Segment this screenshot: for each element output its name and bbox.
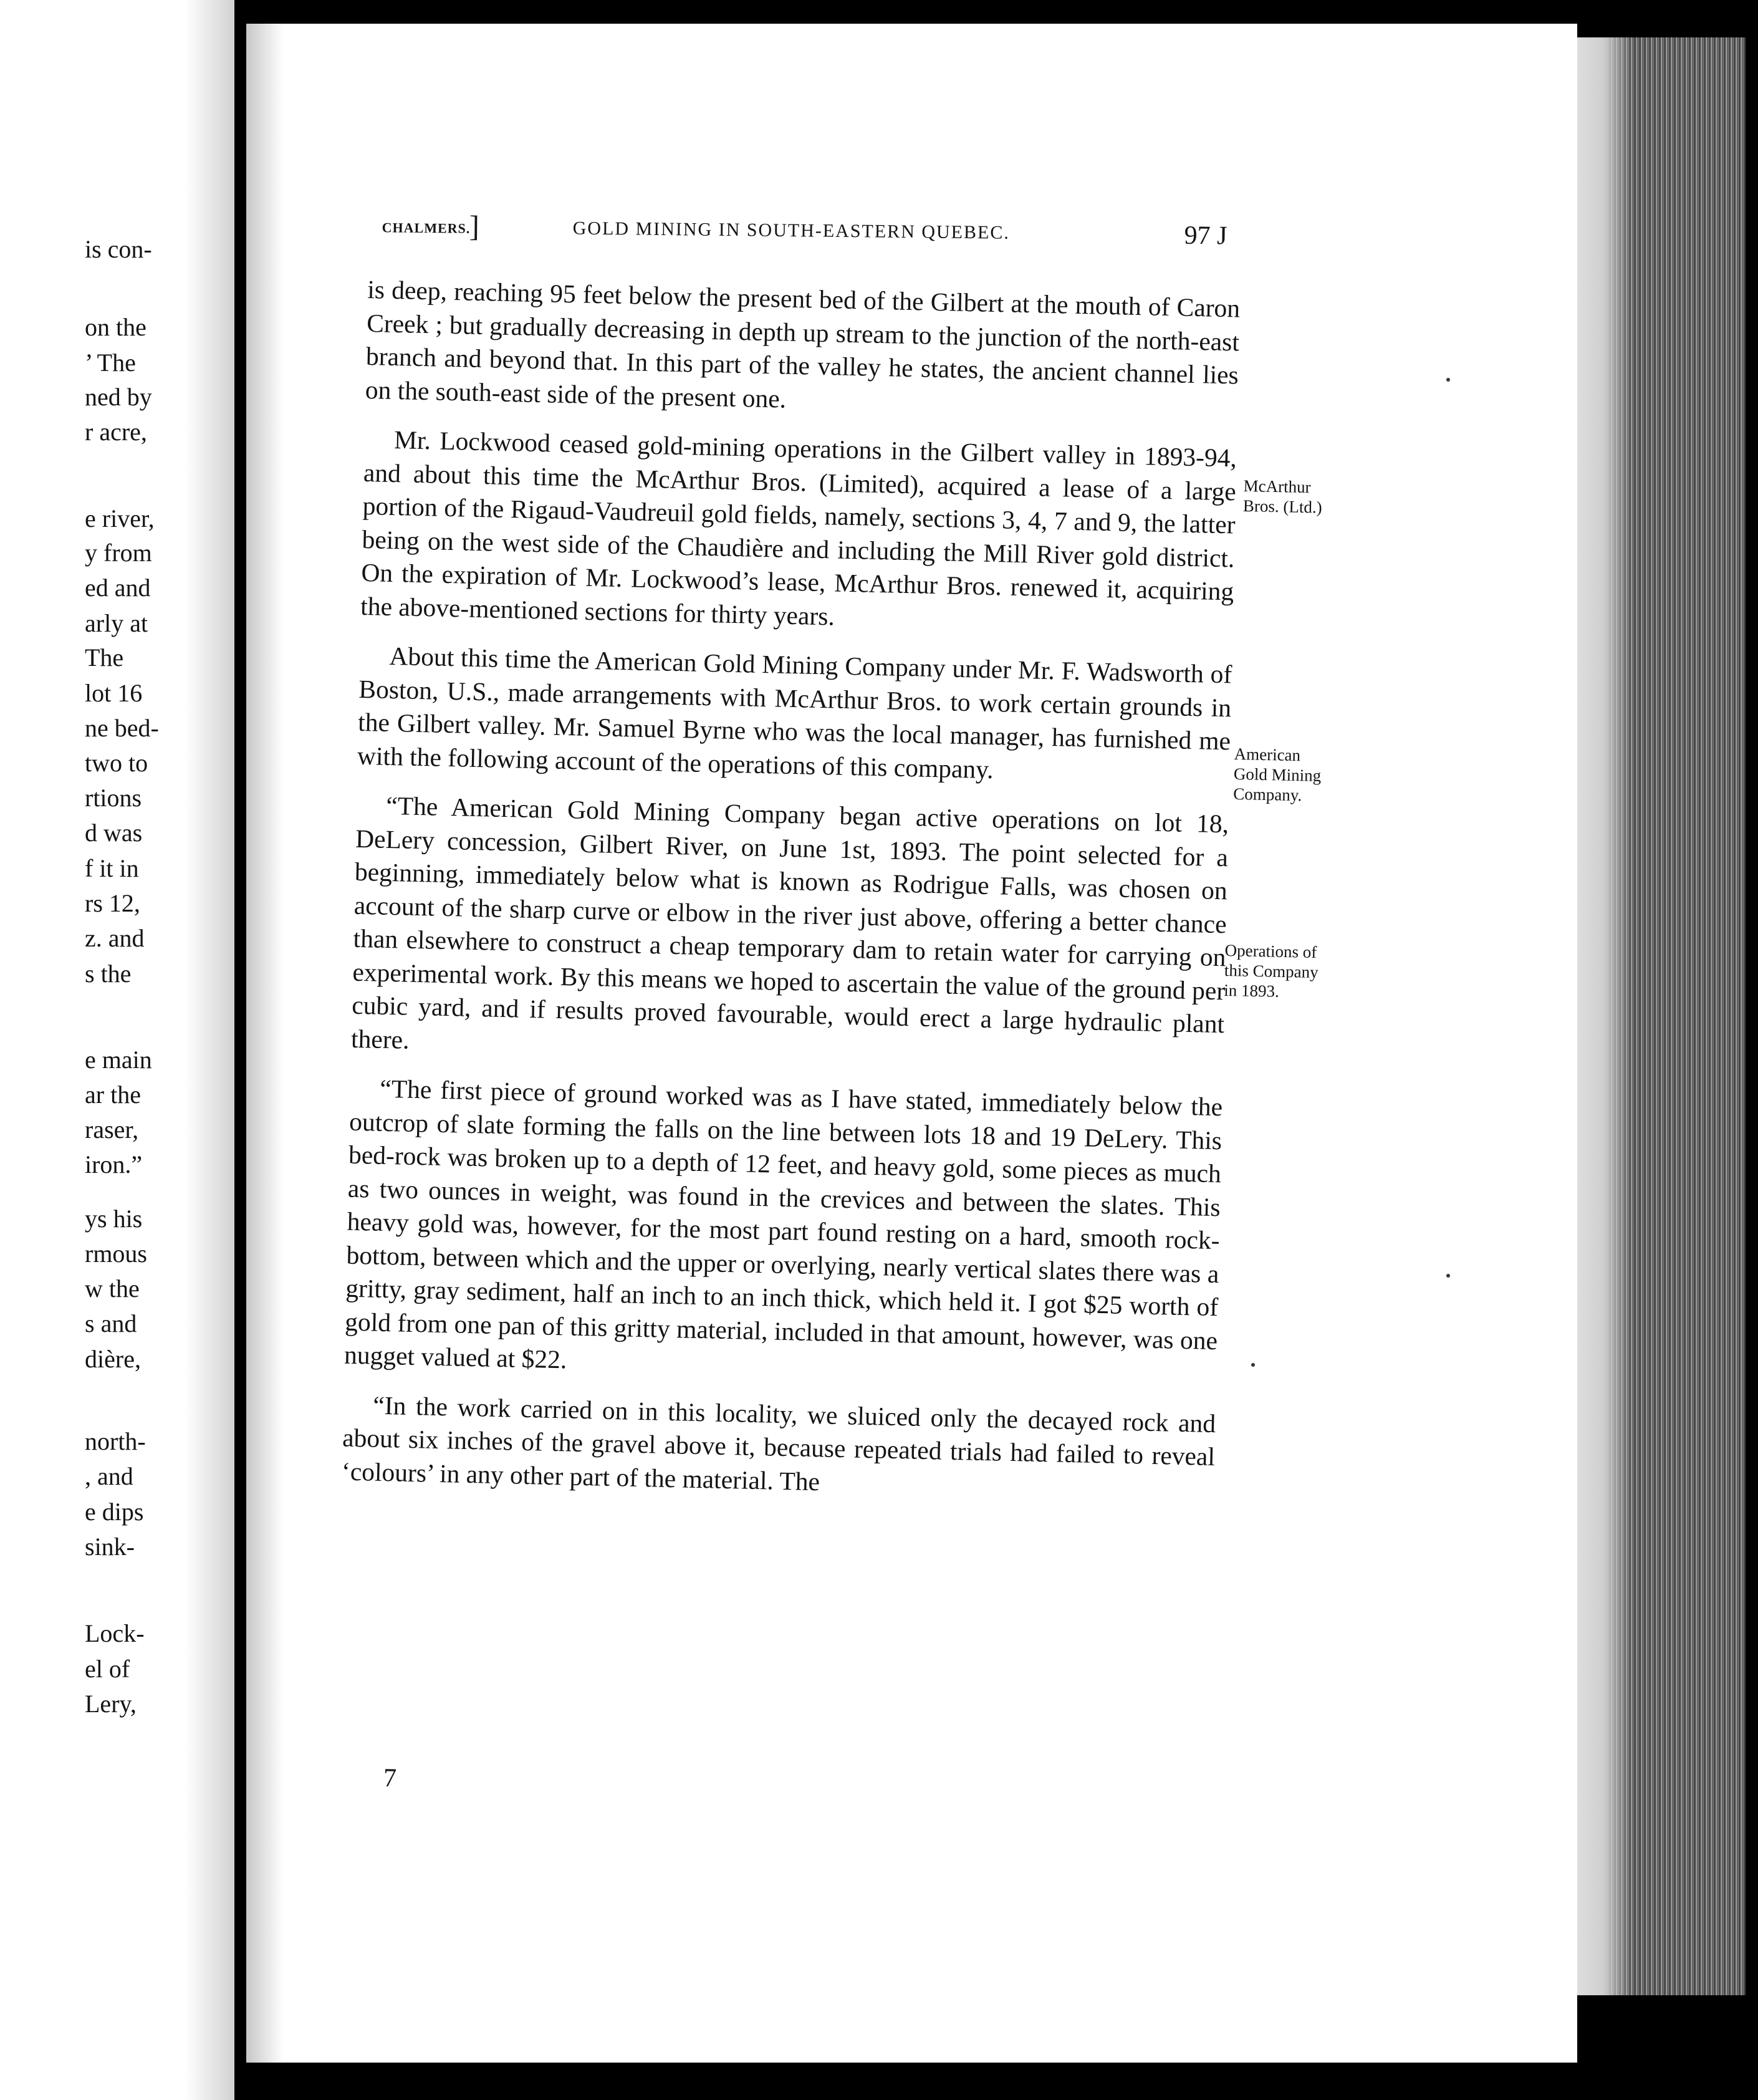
paper-speck bbox=[1251, 1363, 1255, 1367]
left-page-line: The bbox=[85, 643, 124, 672]
left-page-line: ys his bbox=[85, 1205, 143, 1233]
left-page-line: Lery, bbox=[85, 1690, 137, 1718]
left-page-line: e main bbox=[85, 1046, 152, 1074]
left-page-line: north- bbox=[85, 1427, 146, 1455]
main-page bbox=[246, 24, 1577, 2063]
left-page-line: two to bbox=[85, 749, 148, 777]
left-gutter-shadow bbox=[185, 0, 234, 2100]
paragraph-1: is deep, reaching 95 feet below the present bed of the Gilbert at the mouth of Caron Creek ; but gradually decreasing in depth up stream to the junction of the north-east branch and beyond that. In this part of the valley he states, the ancient channel lies on the south-east side of the present one. bbox=[365, 274, 1241, 413]
left-page-line: f it in bbox=[85, 854, 139, 882]
paragraph-4: “The American Gold Mining Company began active operations on lot 18, DeLery concession, Gilbert River, on June 1st, 1893. The point selected for a beginning, immediately below what is known as Rodrigue Falls, was chosen on account of the sharp curve or elbow in the river just above, offering a better chance than elsewhere to construct a cheap temporary dam to retain water for carrying on experimental work. By this means we hoped to ascertain the value of the ground per cubic yard, and if results proved favourable, would erect a large hydraulic plant there. bbox=[350, 791, 1229, 1054]
left-page-line: , and bbox=[85, 1462, 133, 1490]
left-page-line: s the bbox=[85, 960, 132, 988]
paper-speck bbox=[1446, 378, 1450, 382]
sidenote-operations: Operations of this Company in 1893. bbox=[1224, 940, 1319, 1001]
left-page-line: rs 12, bbox=[85, 889, 140, 917]
running-head-bracket: ] bbox=[469, 210, 480, 243]
left-page-line: y from bbox=[85, 539, 152, 567]
left-page-line: ne bed- bbox=[85, 714, 159, 742]
left-page-line: e river, bbox=[85, 504, 155, 532]
left-page-line: Lock- bbox=[85, 1619, 145, 1647]
sidenote-mcarthur: McArthur Bros. (Ltd.) bbox=[1242, 476, 1323, 517]
left-page-line: raser, bbox=[85, 1115, 139, 1144]
body-text bbox=[341, 273, 1240, 1507]
sidenote-american-gold: American Gold Mining Company. bbox=[1233, 744, 1322, 805]
left-page-line: ’ The bbox=[85, 349, 136, 377]
left-facing-page bbox=[0, 0, 234, 2100]
left-page-line: el of bbox=[85, 1655, 130, 1683]
main-gutter-shadow bbox=[246, 24, 284, 2063]
left-page-line: sink- bbox=[85, 1533, 135, 1561]
left-page-line: ar the bbox=[85, 1081, 141, 1109]
left-page-line: ed and bbox=[85, 574, 151, 602]
left-page-line: s and bbox=[85, 1309, 137, 1337]
signature-folio: 7 bbox=[383, 1763, 397, 1793]
paper-speck bbox=[1446, 1274, 1450, 1278]
running-head-title: GOLD MINING IN SOUTH-EASTERN QUEBEC. bbox=[572, 218, 1010, 243]
left-page-line: rmous bbox=[85, 1240, 147, 1268]
left-page-line: z. and bbox=[85, 924, 145, 952]
left-page-line: dière, bbox=[85, 1345, 141, 1373]
left-page-line: d was bbox=[85, 819, 143, 847]
running-head bbox=[246, 211, 1577, 262]
left-page-line: iron.” bbox=[85, 1150, 143, 1178]
paragraph-5: “The first piece of ground worked was as I have stated, immediately below the outcrop of slate forming the falls on the line between lots 18 and 19 DeLery. This bed-rock was broken up to a depth of 12 feet, and heavy gold, some pieces as much as two ounces in weight, was found in the crevices and between the slates. This heavy gold was, however, for the most part found resting on a hard, smooth rock-bottom, between which and the upper or overlying, nearly vertical slates there was a gritty, gray sediment, half an inch to an inch thick, which held it. I got $25 worth of gold from one pan of this gritty material, included in that amount, however, was one nugget valued at $22. bbox=[343, 1074, 1223, 1374]
paragraph-3: About this time the American Gold Mining Company under Mr. F. Wadsworth of Boston, U.S., made arrangements with McArthur Bros. to work certain grounds in the Gilbert valley. Mr. Samuel Byrne who was the local manager, has furnished me with the following account of the operations of this company. bbox=[357, 641, 1232, 784]
left-page-line: rtions bbox=[85, 784, 142, 812]
book-page-edges bbox=[1559, 37, 1746, 1995]
running-head-author: CHALMERS. bbox=[382, 219, 471, 236]
paragraph-6: “In the work carried on in this locality, we sluiced only the decayed rock and about six inches of the gravel above it, because repeated trials had failed to reveal ‘colours’ in any other part of the material. The bbox=[341, 1390, 1216, 1496]
left-page-line: arly at bbox=[85, 609, 148, 637]
left-page-line: is con- bbox=[85, 235, 152, 263]
left-page-line: e dips bbox=[85, 1498, 144, 1526]
left-page-line: w the bbox=[85, 1274, 140, 1303]
left-page-line: lot 16 bbox=[85, 679, 143, 707]
page-number: 97 J bbox=[1184, 221, 1227, 251]
paragraph-2: Mr. Lockwood ceased gold-mining operations in the Gilbert valley in 1893-94, and about this time the McArthur Bros. (Limited), acquired a lease of a large portion of the Rigaud-Vaudreuil gold fields, namely, sections 3, 4, 7 and 9, the latter being on the west side of the Chaudière and including the Mill River gold district. On the expiration of Mr. Lockwood’s lease, McArthur Bros. renewed it, acquiring the above-mentioned sections for thirty years. bbox=[360, 425, 1237, 630]
left-page-line: r acre, bbox=[85, 418, 147, 446]
left-page-line: on the bbox=[85, 313, 146, 341]
left-page-line: ned by bbox=[85, 383, 152, 411]
